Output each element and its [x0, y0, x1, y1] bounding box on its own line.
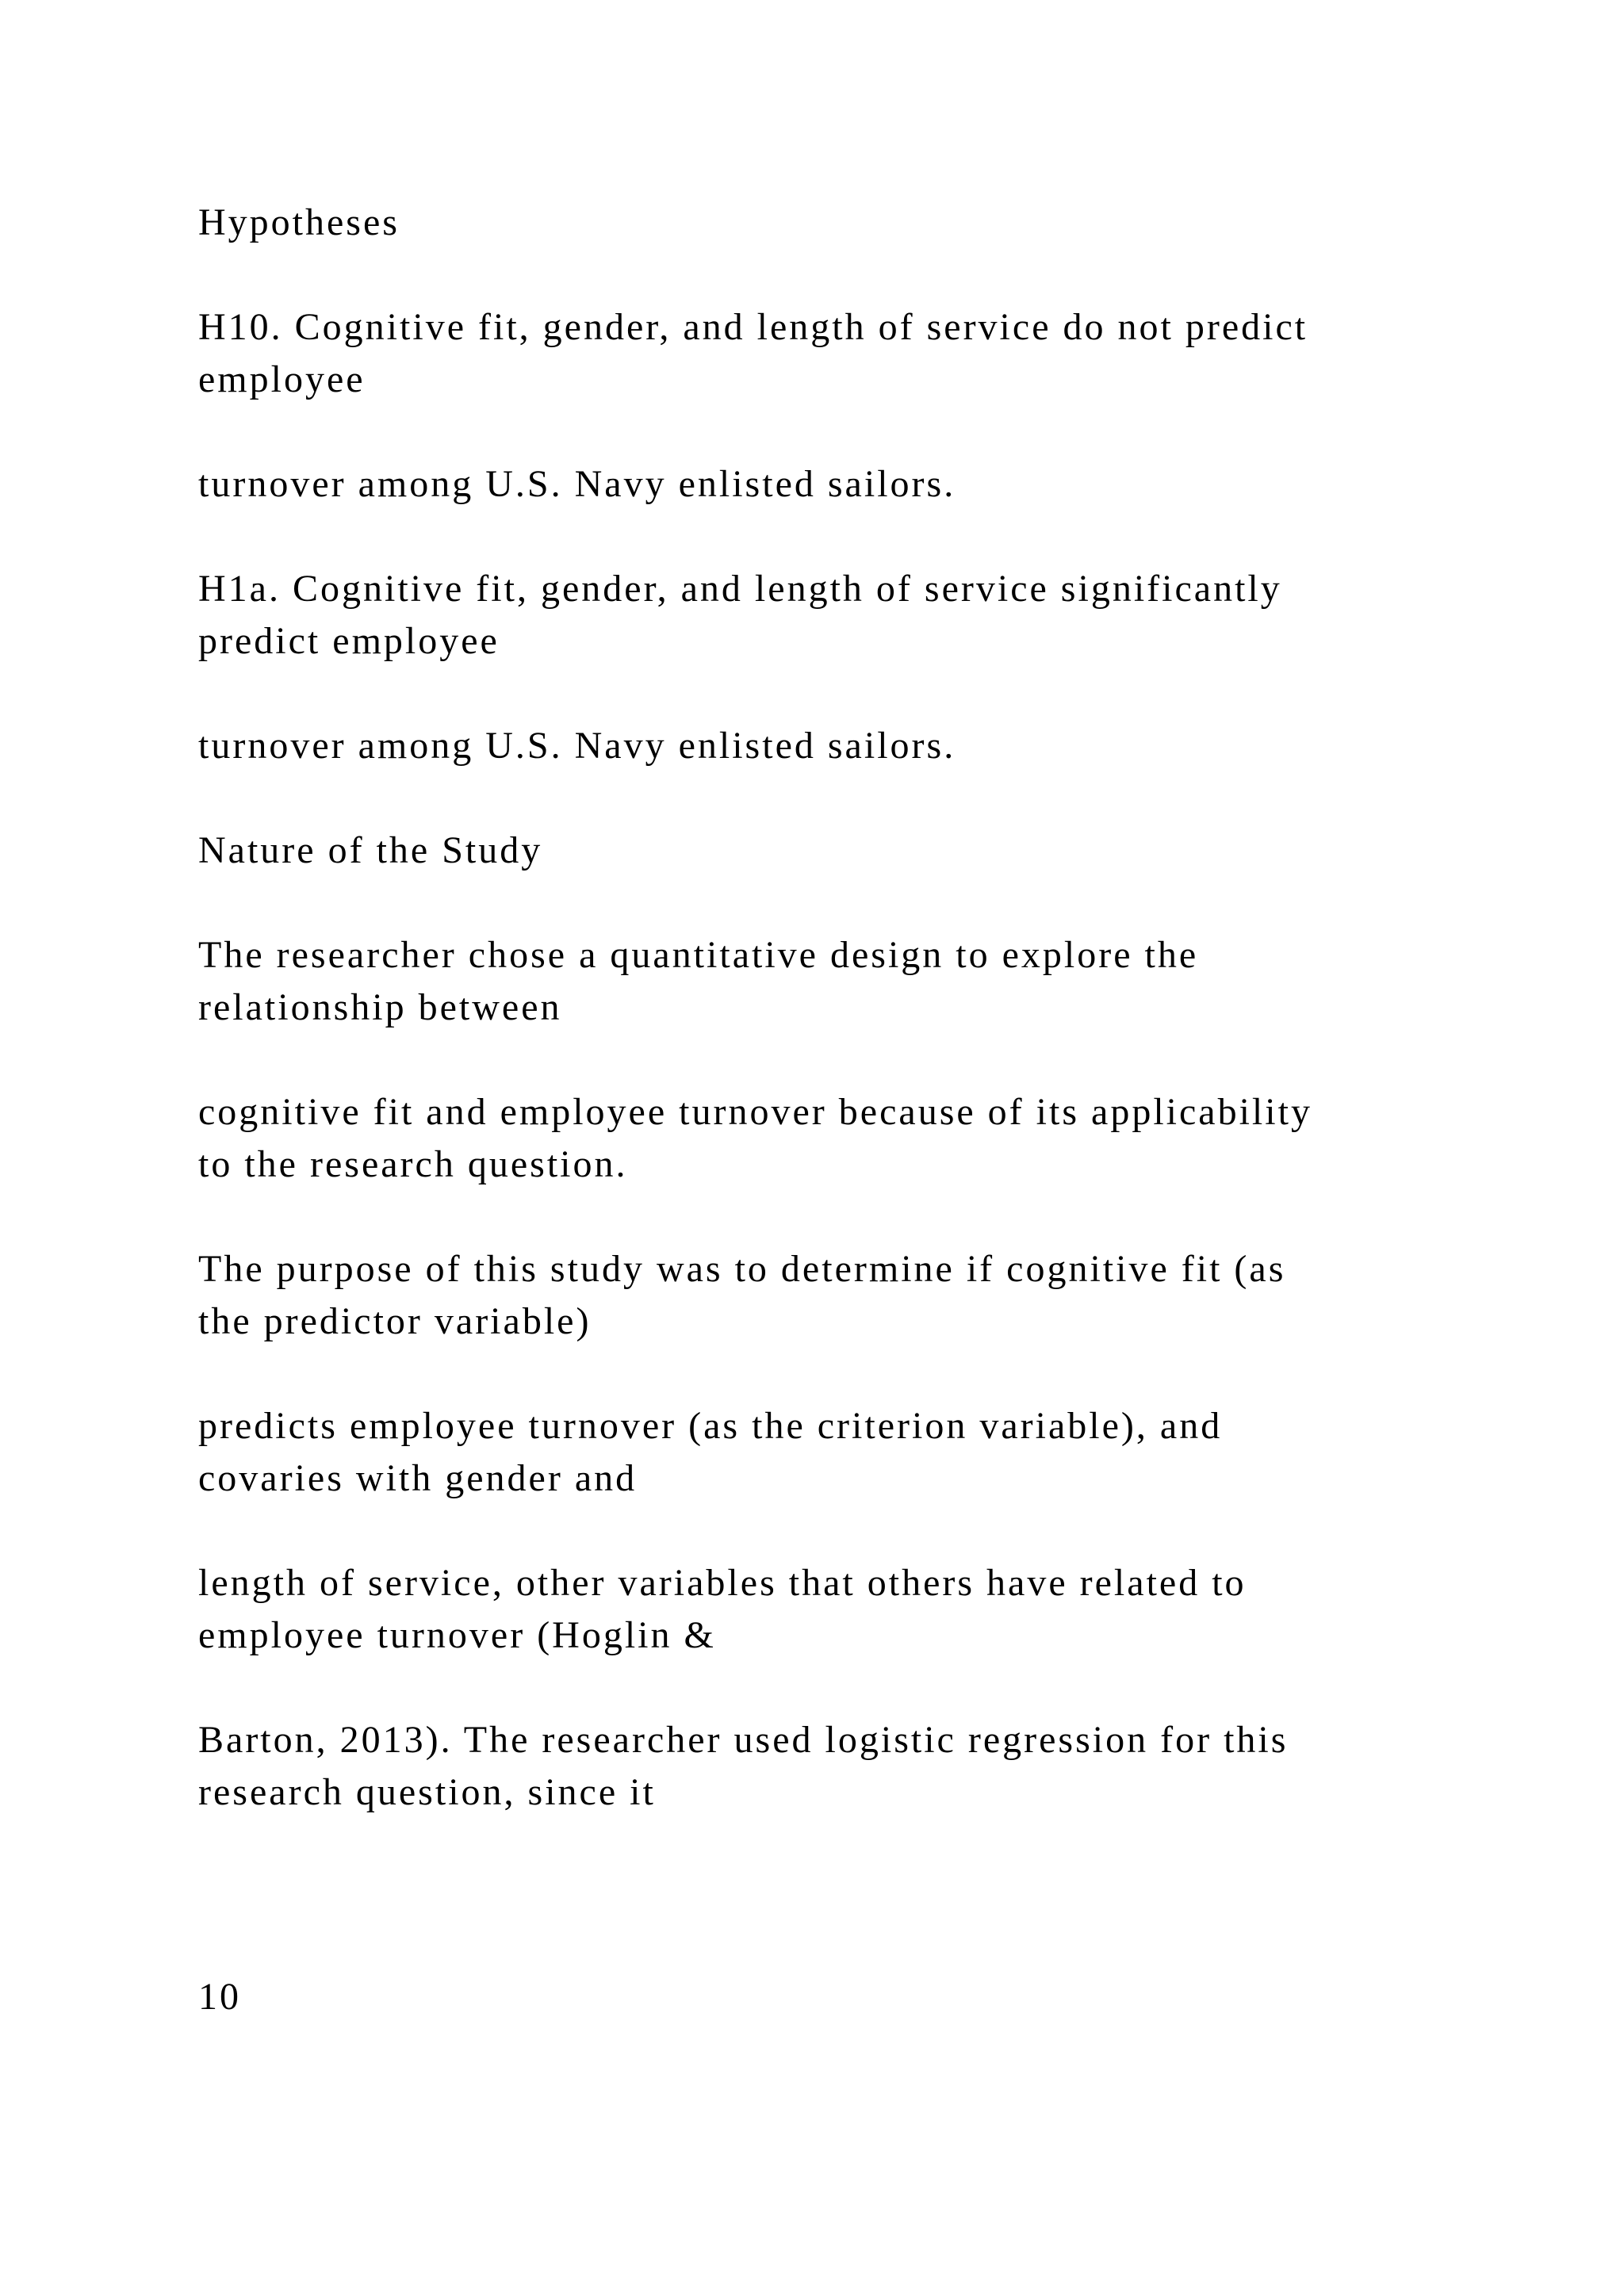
text-line: employee: [198, 358, 366, 400]
hypothesis-alternative: [198, 563, 1443, 668]
text-line: cognitive fit and employee turnover because of its applicability: [198, 1091, 1312, 1133]
hypothesis-null: [198, 301, 1443, 406]
text-line: The purpose of this study was to determine if cognitive fit (as: [198, 1248, 1286, 1290]
paragraph: [198, 1243, 1443, 1348]
text-line: employee turnover (Hoglin &: [198, 1614, 716, 1656]
paragraph: [198, 1557, 1443, 1662]
page-number: 10: [198, 1976, 241, 2018]
text-line: predict employee: [198, 620, 500, 662]
paragraph: [198, 458, 1443, 511]
paragraph: [198, 720, 1443, 772]
paragraph: [198, 1400, 1443, 1505]
paragraph: [198, 1086, 1443, 1191]
text-line: to the research question.: [198, 1143, 628, 1185]
body-text: [198, 197, 1443, 1871]
text-line: Hypotheses: [198, 201, 400, 243]
paragraph: [198, 1714, 1443, 1819]
text-line: research question, since it: [198, 1771, 656, 1813]
text-line: the predictor variable): [198, 1300, 592, 1342]
text-line: H10. Cognitive fit, gender, and length of service do not predict: [198, 306, 1308, 348]
text-line: Nature of the Study: [198, 829, 543, 871]
text-line: covaries with gender and: [198, 1457, 638, 1499]
text-line: H1a. Cognitive fit, gender, and length of service significantly: [198, 568, 1282, 610]
text-line: predicts employee turnover (as the criterion variable), and: [198, 1405, 1223, 1447]
text-line: The researcher chose a quantitative design to explore the: [198, 934, 1199, 976]
text-line: turnover among U.S. Navy enlisted sailors.: [198, 463, 956, 505]
text-line: Barton, 2013). The researcher used logistic regression for this: [198, 1719, 1289, 1761]
heading-nature-of-study: [198, 825, 1443, 877]
text-line: length of service, other variables that others have related to: [198, 1562, 1247, 1604]
paragraph: [198, 929, 1443, 1034]
heading-hypotheses: [198, 197, 1443, 249]
text-line: relationship between: [198, 986, 562, 1028]
text-line: turnover among U.S. Navy enlisted sailors.: [198, 725, 956, 767]
